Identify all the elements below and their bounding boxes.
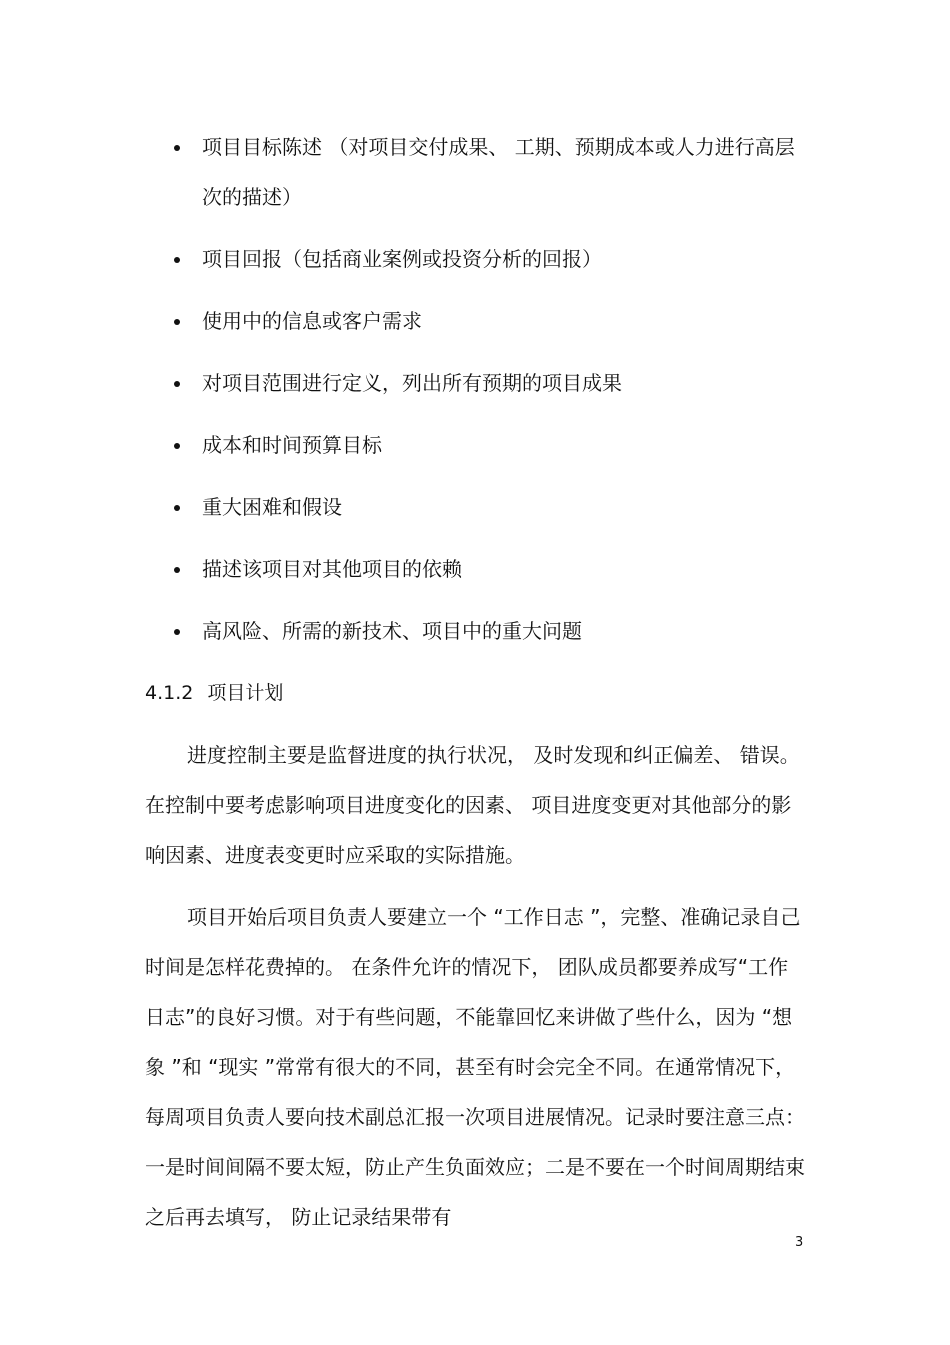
- section-number: 4.1.2: [145, 682, 194, 704]
- list-item: [170, 122, 810, 222]
- bullet-icon: [174, 629, 180, 635]
- bullet-icon: [174, 145, 180, 151]
- bullet-text: 使用中的信息或客户需求: [202, 309, 422, 333]
- list-item: [170, 358, 810, 408]
- bullet-icon: [174, 443, 180, 449]
- list-item: [170, 606, 810, 656]
- bullet-text: 项目目标陈述 （对项目交付成果、 工期、预期成本或人力进行高层次的描述）: [202, 135, 795, 209]
- bullet-icon: [174, 319, 180, 325]
- list-item: [170, 296, 810, 346]
- body-paragraph: 项目开始后项目负责人要建立一个 “工作日志 ”，完整、准确记录自己时间是怎样花费掉的。 在条件允许的情况下， 团队成员都要养成写“工作日志”的良好习惯。对于有些问题，不能靠回忆来讲做了些什么，因为 “想象 ”和 “现实 ”常常有很大的不同，甚至有时会完全不同。在通常情况下， 每周项目负责人要向技术副总汇报一次项目进展情况。记录时要注意三点：一是时间间隔不要太短，防止产生负面效应；二是不要在一个时间周期结束之后再去填写， 防止记录结果带有: [145, 905, 805, 1229]
- list-item: [170, 420, 810, 470]
- bullet-text: 描述该项目对其他项目的依赖: [202, 557, 462, 581]
- list-item: [170, 234, 810, 284]
- list-item: [170, 482, 810, 532]
- list-item: [170, 544, 810, 594]
- bullet-icon: [174, 505, 180, 511]
- bullet-icon: [174, 257, 180, 263]
- bullet-text: 高风险、所需的新技术、项目中的重大问题: [202, 619, 582, 643]
- section-heading: [145, 678, 283, 708]
- bullet-text: 重大困难和假设: [202, 495, 342, 519]
- bullet-list: [170, 122, 810, 668]
- bullet-text: 对项目范围进行定义，列出所有预期的项目成果: [202, 371, 622, 395]
- section-title: 项目计划: [207, 682, 284, 704]
- bullet-text: 成本和时间预算目标: [202, 433, 382, 457]
- page-number: 3: [795, 1235, 804, 1250]
- bullet-text: 项目回报（包括商业案例或投资分析的回报）: [202, 247, 602, 271]
- bullet-icon: [174, 567, 180, 573]
- body-paragraph: 进度控制主要是监督进度的执行状况， 及时发现和纠正偏差、 错误。在控制中要考虑影响项目进度变化的因素、 项目进度变更对其他部分的影响因素、进度表变更时应采取的实际措施。: [145, 743, 800, 867]
- bullet-icon: [174, 381, 180, 387]
